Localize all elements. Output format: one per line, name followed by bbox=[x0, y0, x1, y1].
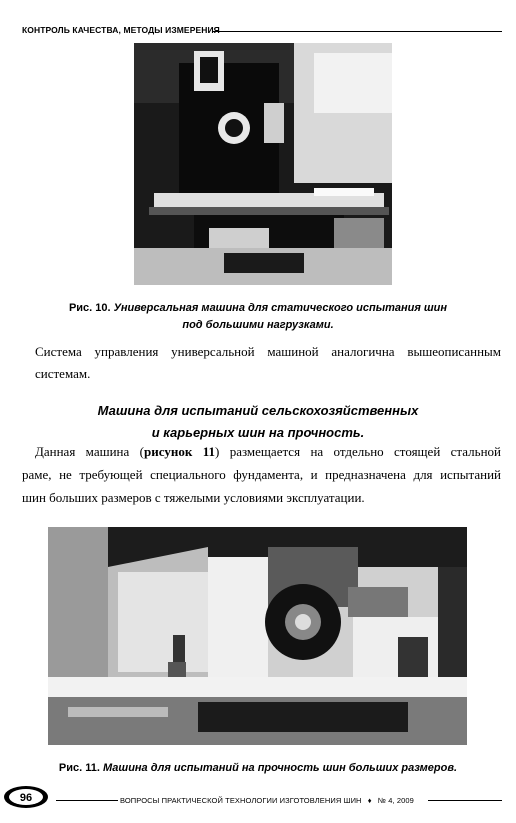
paragraph2-line2: раме, не требующей специального фундамента, и предназначена для испытаний bbox=[22, 467, 501, 482]
section-title-line1: Машина для испытаний сельскохозяйственных bbox=[97, 403, 419, 418]
paragraph2-line1-start: Данная машина ( bbox=[35, 444, 145, 459]
figure-11-caption-text: Машина для испытаний на прочность шин больших размеров. bbox=[103, 762, 458, 774]
paragraph2-line1 bbox=[35, 444, 501, 460]
figure-10-caption-text1: Универсальная машина для статического испытания шин bbox=[113, 302, 448, 314]
paragraph2-figure-ref: рисунок 11 bbox=[144, 444, 215, 459]
paragraph2-line3: шин больших размеров с тяжелыми условиями эксплуатации. bbox=[22, 490, 365, 505]
figure-10-caption-line1 bbox=[0, 302, 516, 314]
footer-rule-left bbox=[56, 800, 118, 801]
figure-11-photo bbox=[48, 527, 467, 745]
page-number: 96 bbox=[19, 792, 33, 804]
figure-10-photo bbox=[134, 43, 392, 285]
figure-11-label: Рис. 11. bbox=[58, 762, 100, 774]
figure-10-caption-text2: под большими нагрузками. bbox=[182, 319, 334, 331]
figure-10-label: Рис. 10. bbox=[68, 302, 111, 314]
section-title-line2: и карьерных шин на прочность. bbox=[151, 425, 365, 440]
paragraph1-line1: Система управления универсальной машиной аналогична вышеописанным bbox=[35, 344, 501, 359]
footer-separator-icon: ♦ bbox=[367, 796, 372, 805]
footer-rule-right bbox=[428, 800, 502, 801]
header-title: КОНТРОЛЬ КАЧЕСТВА, МЕТОДЫ ИЗМЕРЕНИЯ bbox=[22, 25, 220, 35]
page-number-badge bbox=[2, 784, 54, 810]
header-rule bbox=[212, 31, 502, 32]
figure-11-caption bbox=[0, 762, 516, 774]
figure-10-caption-line2 bbox=[0, 319, 516, 331]
footer-issue: № 4, 2009 bbox=[377, 796, 414, 805]
footer-journal bbox=[120, 796, 414, 805]
footer-journal-title: ВОПРОСЫ ПРАКТИЧЕСКОЙ ТЕХНОЛОГИИ ИЗГОТОВЛЕНИЯ ШИН bbox=[120, 796, 362, 805]
paragraph2-line1-end: ) размещается на отдельно стоящей стальной bbox=[214, 444, 501, 459]
paragraph1-line2: системам. bbox=[35, 366, 91, 381]
